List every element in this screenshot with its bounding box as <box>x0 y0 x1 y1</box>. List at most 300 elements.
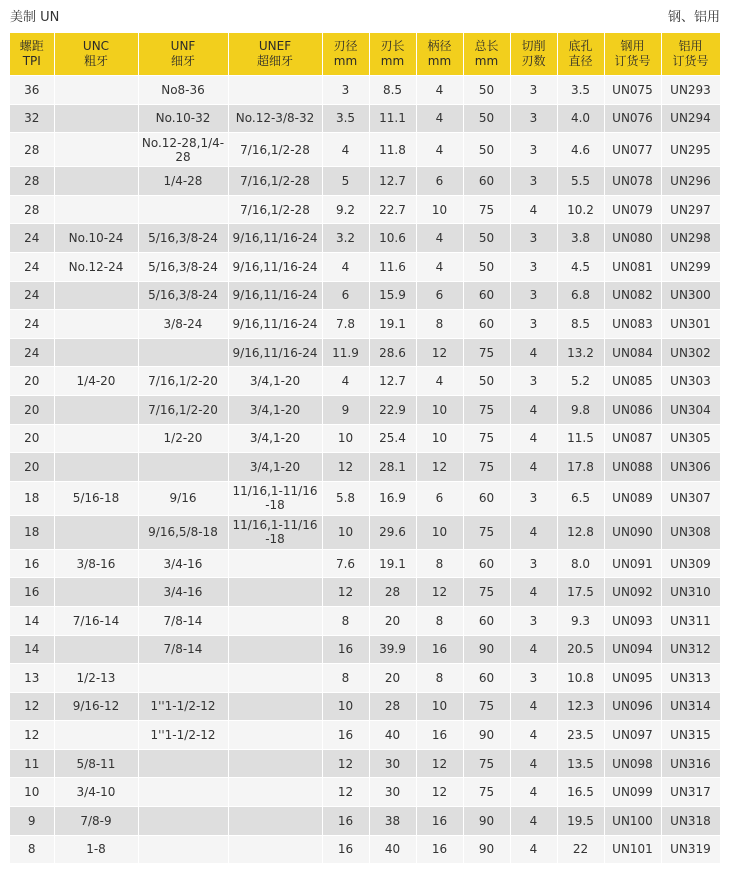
cell-pilot-hole: 5.5 <box>557 167 604 196</box>
cell-steel-order-no: UN099 <box>604 778 661 807</box>
column-header-line2: mm <box>427 54 452 68</box>
cell-pilot-hole: 4.6 <box>557 133 604 167</box>
cell-pilot-hole: 19.5 <box>557 807 604 836</box>
cell-flutes: 4 <box>510 424 557 453</box>
table-row <box>10 606 720 635</box>
cell-cutter-dia: 3 <box>322 76 369 105</box>
cell-flutes: 3 <box>510 224 557 253</box>
column-header-line1: 切削 <box>521 39 546 53</box>
cell-tpi: 20 <box>10 453 54 482</box>
column-header-cut-length <box>369 33 416 76</box>
table-row <box>10 195 720 224</box>
cell-aluminum-order-no: UN312 <box>661 635 720 664</box>
column-header-line2: TPI <box>22 54 41 68</box>
cell-flutes: 4 <box>510 778 557 807</box>
cell-shank-dia: 8 <box>416 310 463 339</box>
cell-cutter-dia: 16 <box>322 807 369 836</box>
cell-cut-length: 40 <box>369 721 416 750</box>
cell-steel-order-no: UN085 <box>604 367 661 396</box>
cell-cut-length: 38 <box>369 807 416 836</box>
column-header-line1: 钢用 <box>620 39 645 53</box>
column-header-shank-dia <box>416 33 463 76</box>
cell-cutter-dia: 9 <box>322 395 369 424</box>
cell-aluminum-order-no: UN319 <box>661 835 720 864</box>
cell-cutter-dia: 5 <box>322 167 369 196</box>
cell-unef <box>228 778 322 807</box>
column-header-cutter-dia <box>322 33 369 76</box>
cell-overall-length: 60 <box>463 549 510 578</box>
cell-shank-dia: 16 <box>416 635 463 664</box>
cell-aluminum-order-no: UN310 <box>661 578 720 607</box>
cell-tpi: 16 <box>10 578 54 607</box>
cell-unef <box>228 76 322 105</box>
table-header <box>10 33 720 76</box>
cell-flutes: 4 <box>510 578 557 607</box>
cell-steel-order-no: UN097 <box>604 721 661 750</box>
table-row <box>10 281 720 310</box>
cell-tpi: 12 <box>10 692 54 721</box>
cell-unf: 5/16,3/8-24 <box>138 224 228 253</box>
column-header-line1: UNC <box>82 39 110 53</box>
cell-overall-length: 75 <box>463 395 510 424</box>
cell-steel-order-no: UN086 <box>604 395 661 424</box>
page-header <box>0 0 730 30</box>
cell-aluminum-order-no: UN315 <box>661 721 720 750</box>
cell-overall-length: 90 <box>463 635 510 664</box>
cell-aluminum-order-no: UN308 <box>661 515 720 549</box>
cell-unc <box>54 281 138 310</box>
cell-steel-order-no: UN077 <box>604 133 661 167</box>
cell-pilot-hole: 10.8 <box>557 664 604 693</box>
cell-unf: 3/4-16 <box>138 578 228 607</box>
cell-tpi: 24 <box>10 224 54 253</box>
cell-steel-order-no: UN088 <box>604 453 661 482</box>
cell-unf: 5/16,3/8-24 <box>138 252 228 281</box>
cell-cutter-dia: 16 <box>322 835 369 864</box>
cell-cutter-dia: 16 <box>322 721 369 750</box>
table-row <box>10 453 720 482</box>
column-header-overall-length <box>463 33 510 76</box>
cell-aluminum-order-no: UN296 <box>661 167 720 196</box>
cell-overall-length: 90 <box>463 807 510 836</box>
cell-unef: 3/4,1-20 <box>228 453 322 482</box>
cell-cutter-dia: 3.2 <box>322 224 369 253</box>
cell-unf: 1/4-28 <box>138 167 228 196</box>
cell-pilot-hole: 11.5 <box>557 424 604 453</box>
cell-shank-dia: 4 <box>416 76 463 105</box>
cell-overall-length: 75 <box>463 195 510 224</box>
cell-unc: 7/8-9 <box>54 807 138 836</box>
cell-unf <box>138 835 228 864</box>
table-row <box>10 481 720 515</box>
cell-aluminum-order-no: UN297 <box>661 195 720 224</box>
cell-unc: 1/2-13 <box>54 664 138 693</box>
cell-overall-length: 75 <box>463 778 510 807</box>
cell-flutes: 3 <box>510 133 557 167</box>
cell-cutter-dia: 10 <box>322 515 369 549</box>
cell-cut-length: 30 <box>369 778 416 807</box>
column-header-line1: 螺距 <box>19 39 44 53</box>
column-header-line1: 刃径 <box>333 39 358 53</box>
cell-unc <box>54 578 138 607</box>
cell-steel-order-no: UN075 <box>604 76 661 105</box>
cell-unc: 3/4-10 <box>54 778 138 807</box>
cell-unef <box>228 549 322 578</box>
cell-pilot-hole: 10.2 <box>557 195 604 224</box>
cell-unef: 3/4,1-20 <box>228 367 322 396</box>
cell-shank-dia: 12 <box>416 453 463 482</box>
table-row <box>10 367 720 396</box>
cell-unef: No.12-3/8-32 <box>228 104 322 133</box>
cell-unef: 7/16,1/2-28 <box>228 133 322 167</box>
column-header-line1: 刃长 <box>380 39 405 53</box>
cell-overall-length: 60 <box>463 664 510 693</box>
cell-cut-length: 11.1 <box>369 104 416 133</box>
table-row <box>10 76 720 105</box>
cell-tpi: 20 <box>10 395 54 424</box>
cell-overall-length: 60 <box>463 281 510 310</box>
cell-tpi: 36 <box>10 76 54 105</box>
cell-aluminum-order-no: UN318 <box>661 807 720 836</box>
table-row <box>10 167 720 196</box>
cell-cut-length: 19.1 <box>369 310 416 339</box>
cell-unc <box>54 104 138 133</box>
cell-unc <box>54 424 138 453</box>
cell-overall-length: 50 <box>463 76 510 105</box>
column-header-line1: 柄径 <box>427 39 452 53</box>
cell-aluminum-order-no: UN307 <box>661 481 720 515</box>
cell-tpi: 20 <box>10 424 54 453</box>
cell-steel-order-no: UN076 <box>604 104 661 133</box>
cell-cutter-dia: 9.2 <box>322 195 369 224</box>
cell-shank-dia: 6 <box>416 167 463 196</box>
cell-steel-order-no: UN100 <box>604 807 661 836</box>
cell-tpi: 13 <box>10 664 54 693</box>
table-row <box>10 578 720 607</box>
cell-unf <box>138 338 228 367</box>
cell-unef: 11/16,1-11/16-18 <box>228 515 322 549</box>
cell-tpi: 8 <box>10 835 54 864</box>
cell-unf: No.12-28,1/4-28 <box>138 133 228 167</box>
cell-tpi: 9 <box>10 807 54 836</box>
column-header-unef <box>228 33 322 76</box>
cell-unef <box>228 692 322 721</box>
table-row <box>10 338 720 367</box>
cell-shank-dia: 16 <box>416 807 463 836</box>
cell-cutter-dia: 12 <box>322 578 369 607</box>
cell-shank-dia: 10 <box>416 195 463 224</box>
column-header-line1: 铝用 <box>678 39 703 53</box>
column-header-tpi <box>10 33 54 76</box>
cell-unc <box>54 310 138 339</box>
column-header-line2: 订货号 <box>614 54 651 68</box>
cell-cut-length: 28 <box>369 578 416 607</box>
table-row <box>10 133 720 167</box>
cell-unc: No.12-24 <box>54 252 138 281</box>
cell-cut-length: 11.6 <box>369 252 416 281</box>
cell-unef: 9/16,11/16-24 <box>228 281 322 310</box>
cell-unf: No8-36 <box>138 76 228 105</box>
cell-cut-length: 25.4 <box>369 424 416 453</box>
cell-unef: 9/16,11/16-24 <box>228 252 322 281</box>
cell-shank-dia: 12 <box>416 578 463 607</box>
cell-flutes: 4 <box>510 807 557 836</box>
cell-tpi: 24 <box>10 338 54 367</box>
column-header-line1: UNEF <box>258 39 292 53</box>
cell-pilot-hole: 8.0 <box>557 549 604 578</box>
cell-cutter-dia: 4 <box>322 252 369 281</box>
column-header-steel-order-no <box>604 33 661 76</box>
cell-unc <box>54 453 138 482</box>
cell-unf: 1/2-20 <box>138 424 228 453</box>
cell-shank-dia: 10 <box>416 424 463 453</box>
cell-unef <box>228 578 322 607</box>
table-row <box>10 549 720 578</box>
cell-shank-dia: 16 <box>416 721 463 750</box>
cell-unef <box>228 721 322 750</box>
cell-steel-order-no: UN092 <box>604 578 661 607</box>
cell-aluminum-order-no: UN304 <box>661 395 720 424</box>
cell-shank-dia: 16 <box>416 835 463 864</box>
cell-flutes: 3 <box>510 664 557 693</box>
cell-pilot-hole: 9.8 <box>557 395 604 424</box>
cell-unf: 1''1-1/2-12 <box>138 721 228 750</box>
cell-unf <box>138 453 228 482</box>
column-header-line2: 订货号 <box>672 54 709 68</box>
cell-pilot-hole: 16.5 <box>557 778 604 807</box>
cell-aluminum-order-no: UN300 <box>661 281 720 310</box>
cell-cut-length: 28 <box>369 692 416 721</box>
cell-unf: 7/8-14 <box>138 606 228 635</box>
cell-aluminum-order-no: UN295 <box>661 133 720 167</box>
cell-aluminum-order-no: UN294 <box>661 104 720 133</box>
cell-flutes: 3 <box>510 281 557 310</box>
cell-flutes: 4 <box>510 515 557 549</box>
cell-unf <box>138 195 228 224</box>
cell-overall-length: 50 <box>463 252 510 281</box>
cell-flutes: 4 <box>510 395 557 424</box>
cell-flutes: 3 <box>510 606 557 635</box>
cell-unf <box>138 749 228 778</box>
cell-overall-length: 90 <box>463 721 510 750</box>
cell-cut-length: 10.6 <box>369 224 416 253</box>
cell-steel-order-no: UN095 <box>604 664 661 693</box>
cell-shank-dia: 12 <box>416 338 463 367</box>
cell-flutes: 3 <box>510 310 557 339</box>
cell-overall-length: 60 <box>463 481 510 515</box>
cell-tpi: 28 <box>10 167 54 196</box>
cell-unef: 9/16,11/16-24 <box>228 224 322 253</box>
table-row <box>10 778 720 807</box>
cell-cut-length: 28.1 <box>369 453 416 482</box>
header-row <box>10 33 720 76</box>
cell-cut-length: 20 <box>369 606 416 635</box>
cell-steel-order-no: UN080 <box>604 224 661 253</box>
cell-overall-length: 75 <box>463 338 510 367</box>
cell-overall-length: 75 <box>463 424 510 453</box>
cell-steel-order-no: UN094 <box>604 635 661 664</box>
column-header-line2: 刃数 <box>521 54 546 68</box>
cell-cutter-dia: 12 <box>322 778 369 807</box>
cell-cutter-dia: 12 <box>322 453 369 482</box>
cell-tpi: 10 <box>10 778 54 807</box>
cell-aluminum-order-no: UN305 <box>661 424 720 453</box>
cell-shank-dia: 8 <box>416 606 463 635</box>
cell-flutes: 4 <box>510 338 557 367</box>
cell-tpi: 24 <box>10 281 54 310</box>
cell-tpi: 24 <box>10 310 54 339</box>
cell-shank-dia: 8 <box>416 664 463 693</box>
column-header-pilot-hole <box>557 33 604 76</box>
cell-steel-order-no: UN096 <box>604 692 661 721</box>
cell-pilot-hole: 4.0 <box>557 104 604 133</box>
cell-cutter-dia: 16 <box>322 635 369 664</box>
cell-cut-length: 22.9 <box>369 395 416 424</box>
cell-cut-length: 40 <box>369 835 416 864</box>
cell-pilot-hole: 20.5 <box>557 635 604 664</box>
column-header-line1: 底孔 <box>568 39 593 53</box>
cell-unc <box>54 721 138 750</box>
cell-aluminum-order-no: UN309 <box>661 549 720 578</box>
cell-flutes: 3 <box>510 252 557 281</box>
cell-overall-length: 50 <box>463 224 510 253</box>
cell-pilot-hole: 22 <box>557 835 604 864</box>
cell-unc: 5/16-18 <box>54 481 138 515</box>
cell-overall-length: 75 <box>463 692 510 721</box>
cell-flutes: 3 <box>510 167 557 196</box>
cell-overall-length: 60 <box>463 606 510 635</box>
column-header-unc <box>54 33 138 76</box>
cell-steel-order-no: UN087 <box>604 424 661 453</box>
cell-cut-length: 29.6 <box>369 515 416 549</box>
cell-shank-dia: 10 <box>416 515 463 549</box>
cell-overall-length: 90 <box>463 835 510 864</box>
cell-cut-length: 16.9 <box>369 481 416 515</box>
cell-tpi: 11 <box>10 749 54 778</box>
cell-steel-order-no: UN089 <box>604 481 661 515</box>
cell-flutes: 3 <box>510 76 557 105</box>
cell-steel-order-no: UN078 <box>604 167 661 196</box>
cell-shank-dia: 10 <box>416 692 463 721</box>
cell-unf: 7/8-14 <box>138 635 228 664</box>
cell-unf: 3/4-16 <box>138 549 228 578</box>
cell-aluminum-order-no: UN316 <box>661 749 720 778</box>
cell-steel-order-no: UN090 <box>604 515 661 549</box>
column-header-unf <box>138 33 228 76</box>
column-header-line2: mm <box>474 54 499 68</box>
cell-overall-length: 60 <box>463 310 510 339</box>
cell-tpi: 28 <box>10 195 54 224</box>
cell-overall-length: 75 <box>463 453 510 482</box>
column-header-aluminum-order-no <box>661 33 720 76</box>
cell-shank-dia: 4 <box>416 367 463 396</box>
cell-cut-length: 19.1 <box>369 549 416 578</box>
cell-unf <box>138 778 228 807</box>
cell-overall-length: 50 <box>463 104 510 133</box>
cell-aluminum-order-no: UN301 <box>661 310 720 339</box>
cell-tpi: 14 <box>10 606 54 635</box>
cell-aluminum-order-no: UN299 <box>661 252 720 281</box>
cell-shank-dia: 12 <box>416 778 463 807</box>
cell-overall-length: 50 <box>463 133 510 167</box>
table-row <box>10 424 720 453</box>
cell-unc <box>54 167 138 196</box>
table-row <box>10 749 720 778</box>
cell-unc <box>54 635 138 664</box>
cell-unef: 3/4,1-20 <box>228 424 322 453</box>
cell-shank-dia: 4 <box>416 133 463 167</box>
cell-cut-length: 28.6 <box>369 338 416 367</box>
cell-pilot-hole: 12.3 <box>557 692 604 721</box>
table-row <box>10 252 720 281</box>
cell-unc: 5/8-11 <box>54 749 138 778</box>
cell-unef: 7/16,1/2-28 <box>228 167 322 196</box>
column-header-line2: 粗牙 <box>83 54 108 68</box>
page-title: 美制 UN <box>10 10 60 25</box>
cell-cutter-dia: 10 <box>322 692 369 721</box>
column-header-line1: 总长 <box>474 39 499 53</box>
cell-unef: 7/16,1/2-28 <box>228 195 322 224</box>
cell-cut-length: 22.7 <box>369 195 416 224</box>
table-row <box>10 664 720 693</box>
cell-cut-length: 11.8 <box>369 133 416 167</box>
thread-mill-spec-table <box>10 33 721 864</box>
table-row <box>10 310 720 339</box>
cell-aluminum-order-no: UN302 <box>661 338 720 367</box>
cell-cut-length: 30 <box>369 749 416 778</box>
cell-cutter-dia: 4 <box>322 133 369 167</box>
table-row <box>10 224 720 253</box>
cell-steel-order-no: UN093 <box>604 606 661 635</box>
cell-unef <box>228 749 322 778</box>
cell-cutter-dia: 4 <box>322 367 369 396</box>
cell-cutter-dia: 7.6 <box>322 549 369 578</box>
column-header-line2: 细牙 <box>170 54 195 68</box>
cell-pilot-hole: 17.5 <box>557 578 604 607</box>
cell-cut-length: 12.7 <box>369 167 416 196</box>
cell-aluminum-order-no: UN311 <box>661 606 720 635</box>
cell-unef <box>228 606 322 635</box>
cell-unc: No.10-24 <box>54 224 138 253</box>
table-row <box>10 395 720 424</box>
cell-unc: 1-8 <box>54 835 138 864</box>
cell-unf: 9/16,5/8-18 <box>138 515 228 549</box>
cell-unc: 9/16-12 <box>54 692 138 721</box>
cell-pilot-hole: 17.8 <box>557 453 604 482</box>
cell-unef: 9/16,11/16-24 <box>228 310 322 339</box>
cell-pilot-hole: 8.5 <box>557 310 604 339</box>
cell-unf: 7/16,1/2-20 <box>138 367 228 396</box>
cell-tpi: 16 <box>10 549 54 578</box>
cell-steel-order-no: UN098 <box>604 749 661 778</box>
cell-cutter-dia: 12 <box>322 749 369 778</box>
cell-tpi: 24 <box>10 252 54 281</box>
cell-pilot-hole: 12.8 <box>557 515 604 549</box>
table-row <box>10 721 720 750</box>
cell-cutter-dia: 8 <box>322 606 369 635</box>
cell-pilot-hole: 5.2 <box>557 367 604 396</box>
cell-cutter-dia: 5.8 <box>322 481 369 515</box>
cell-overall-length: 75 <box>463 515 510 549</box>
cell-overall-length: 75 <box>463 749 510 778</box>
cell-unc <box>54 133 138 167</box>
cell-overall-length: 75 <box>463 578 510 607</box>
cell-shank-dia: 10 <box>416 395 463 424</box>
cell-aluminum-order-no: UN303 <box>661 367 720 396</box>
cell-unc <box>54 76 138 105</box>
cell-pilot-hole: 9.3 <box>557 606 604 635</box>
cell-aluminum-order-no: UN306 <box>661 453 720 482</box>
